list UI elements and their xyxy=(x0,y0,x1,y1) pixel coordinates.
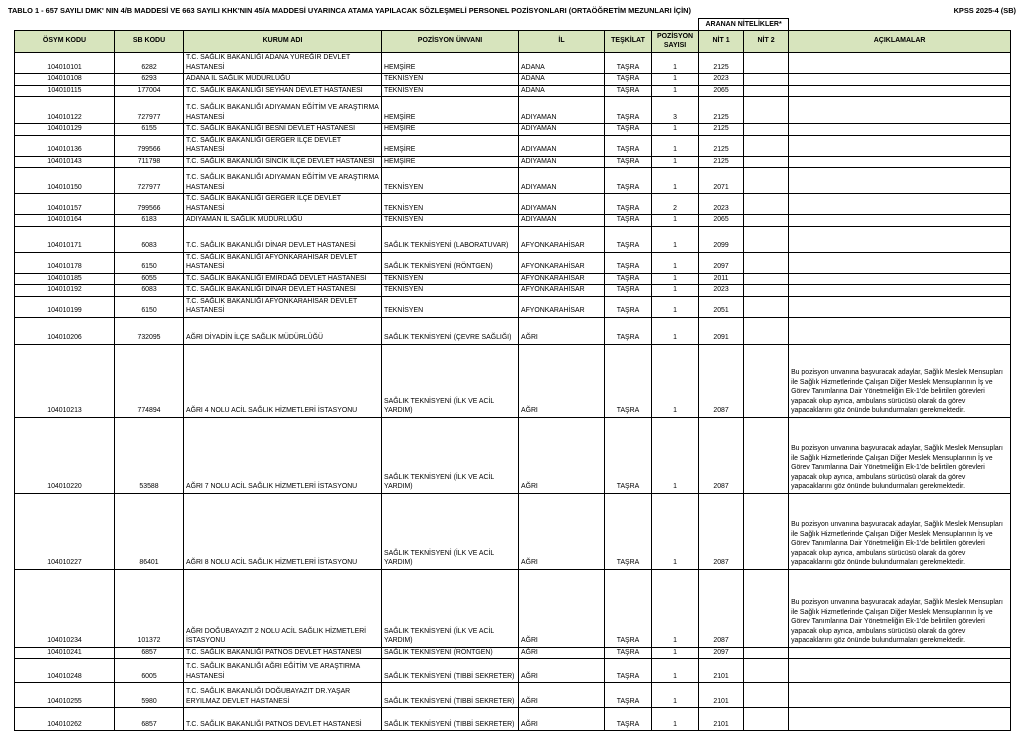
cell-osym-kodu: 104010255 xyxy=(15,683,115,708)
cell-nit-1: 2023 xyxy=(699,194,744,215)
cell-aciklamalar xyxy=(789,85,1011,97)
cell-sb-kodu: 711798 xyxy=(115,156,184,168)
cell-nit-1: 2065 xyxy=(699,85,744,97)
cell-kurum-adi: AĞRI 8 NOLU ACİL SAĞLIK HİZMETLERİ İSTASYONU xyxy=(184,493,382,569)
cell-pozisyon-unvani: SAĞLIK TEKNİSYENİ (İLK VE ACİL YARDIM) xyxy=(382,493,519,569)
cell-teskilat: TAŞRA xyxy=(605,317,652,344)
cell-pozisyon-sayisi: 1 xyxy=(652,317,699,344)
cell-kurum-adi: T.C. SAĞLIK BAKANLIĞI GERGER İLÇE DEVLET HASTANESİ xyxy=(184,135,382,156)
cell-nit-1: 2087 xyxy=(699,344,744,417)
cell-sb-kodu: 6155 xyxy=(115,124,184,136)
cell-kurum-adi: T.C. SAĞLIK BAKANLIĞI DİNAR DEVLET HASTANESİ xyxy=(184,285,382,297)
cell-sb-kodu: 732095 xyxy=(115,317,184,344)
cell-kurum-adi: T.C. SAĞLIK BAKANLIĞI BESNİ DEVLET HASTANESİ xyxy=(184,124,382,136)
cell-nit-2 xyxy=(744,226,789,252)
cell-pozisyon-sayisi: 1 xyxy=(652,417,699,493)
cell-aciklamalar xyxy=(789,647,1011,659)
nitelikler-header-row xyxy=(15,19,1011,31)
cell-pozisyon-unvani: SAĞLIK TEKNİSYENİ (ÇEVRE SAĞLIĞI) xyxy=(382,317,519,344)
cell-pozisyon-sayisi: 1 xyxy=(652,296,699,317)
cell-sb-kodu: 6083 xyxy=(115,285,184,297)
cell-aciklamalar xyxy=(789,168,1011,194)
cell-aciklamalar xyxy=(789,683,1011,708)
cell-pozisyon-unvani: TEKNİSYEN xyxy=(382,74,519,86)
cell-aciklamalar xyxy=(789,659,1011,683)
cell-pozisyon-unvani: HEMŞİRE xyxy=(382,135,519,156)
cell-osym-kodu: 104010108 xyxy=(15,74,115,86)
cell-teskilat: TAŞRA xyxy=(605,417,652,493)
cell-kurum-adi: AĞRI 7 NOLU ACİL SAĞLIK HİZMETLERİ İSTASYONU xyxy=(184,417,382,493)
cell-nit-2 xyxy=(744,85,789,97)
cell-pozisyon-unvani: HEMŞİRE xyxy=(382,53,519,74)
cell-osym-kodu: 104010192 xyxy=(15,285,115,297)
col-header-pozisyon-sayisi: POZİSYON SAYISI xyxy=(652,31,699,53)
cell-kurum-adi: T.C. SAĞLIK BAKANLIĞI PATNOS DEVLET HASTANESİ xyxy=(184,647,382,659)
cell-teskilat: TAŞRA xyxy=(605,135,652,156)
cell-il: AFYONKARAHİSAR xyxy=(519,273,605,285)
table-row xyxy=(15,215,1011,227)
cell-osym-kodu: 104010248 xyxy=(15,659,115,683)
cell-nit-1: 2099 xyxy=(699,226,744,252)
cell-sb-kodu: 6055 xyxy=(115,273,184,285)
cell-il: AFYONKARAHİSAR xyxy=(519,296,605,317)
cell-kurum-adi: T.C. SAĞLIK BAKANLIĞI SEYHAN DEVLET HASTANESİ xyxy=(184,85,382,97)
table-row xyxy=(15,168,1011,194)
cell-aciklamalar xyxy=(789,124,1011,136)
cell-sb-kodu: 799566 xyxy=(115,194,184,215)
table-row xyxy=(15,53,1011,74)
cell-nit-2 xyxy=(744,74,789,86)
cell-pozisyon-sayisi: 1 xyxy=(652,285,699,297)
cell-teskilat: TAŞRA xyxy=(605,85,652,97)
table-row xyxy=(15,344,1011,417)
cell-pozisyon-sayisi: 1 xyxy=(652,74,699,86)
cell-pozisyon-sayisi: 1 xyxy=(652,226,699,252)
cell-nit-2 xyxy=(744,135,789,156)
table-row xyxy=(15,252,1011,273)
cell-il: ADIYAMAN xyxy=(519,168,605,194)
cell-aciklamalar xyxy=(789,317,1011,344)
cell-nit-1: 2051 xyxy=(699,296,744,317)
cell-pozisyon-sayisi: 1 xyxy=(652,708,699,731)
table-row xyxy=(15,683,1011,708)
cell-il: ADIYAMAN xyxy=(519,97,605,124)
cell-nit-1: 2125 xyxy=(699,53,744,74)
cell-kurum-adi: T.C. SAĞLIK BAKANLIĞI AFYONKARAHİSAR DEVLET HASTANESİ xyxy=(184,252,382,273)
col-header-nit-1: NİT 1 xyxy=(699,31,744,53)
cell-kurum-adi: T.C. SAĞLIK BAKANLIĞI ADIYAMAN EĞİTİM VE ARAŞTIRMA HASTANESİ xyxy=(184,97,382,124)
cell-sb-kodu: 6183 xyxy=(115,215,184,227)
cell-kurum-adi: T.C. SAĞLIK BAKANLIĞI PATNOS DEVLET HASTANESİ xyxy=(184,708,382,731)
cell-nit-1: 2125 xyxy=(699,156,744,168)
cell-nit-1: 2097 xyxy=(699,252,744,273)
cell-pozisyon-sayisi: 1 xyxy=(652,168,699,194)
cell-il: AFYONKARAHİSAR xyxy=(519,226,605,252)
cell-pozisyon-unvani: SAĞLIK TEKNİSYENİ (TIBBİ SEKRETER) xyxy=(382,659,519,683)
cell-aciklamalar xyxy=(789,226,1011,252)
cell-pozisyon-sayisi: 1 xyxy=(652,53,699,74)
cell-sb-kodu: 6857 xyxy=(115,647,184,659)
cell-sb-kodu: 774894 xyxy=(115,344,184,417)
cell-sb-kodu: 53588 xyxy=(115,417,184,493)
cell-nit-1: 2101 xyxy=(699,683,744,708)
cell-teskilat: TAŞRA xyxy=(605,156,652,168)
cell-nit-1: 2125 xyxy=(699,135,744,156)
cell-nit-2 xyxy=(744,273,789,285)
cell-kurum-adi: T.C. SAĞLIK BAKANLIĞI EMİRDAĞ DEVLET HASTANESİ xyxy=(184,273,382,285)
col-header-nit-2: NİT 2 xyxy=(744,31,789,53)
cell-osym-kodu: 104010150 xyxy=(15,168,115,194)
cell-pozisyon-unvani: SAĞLIK TEKNİSYENİ (İLK VE ACİL YARDIM) xyxy=(382,344,519,417)
cell-pozisyon-unvani: SAĞLIK TEKNİSYENİ (LABORATUVAR) xyxy=(382,226,519,252)
cell-nit-2 xyxy=(744,124,789,136)
cell-il: AFYONKARAHİSAR xyxy=(519,285,605,297)
cell-nit-2 xyxy=(744,493,789,569)
table-row xyxy=(15,647,1011,659)
cell-teskilat: TAŞRA xyxy=(605,97,652,124)
cell-teskilat: TAŞRA xyxy=(605,124,652,136)
cell-teskilat: TAŞRA xyxy=(605,215,652,227)
cell-aciklamalar xyxy=(789,135,1011,156)
cell-nit-2 xyxy=(744,708,789,731)
cell-aciklamalar xyxy=(789,97,1011,124)
cell-nit-1: 2023 xyxy=(699,74,744,86)
cell-osym-kodu: 104010185 xyxy=(15,273,115,285)
cell-nit-1: 2125 xyxy=(699,124,744,136)
cell-nit-2 xyxy=(744,97,789,124)
cell-il: AĞRI xyxy=(519,417,605,493)
table-row xyxy=(15,708,1011,731)
cell-pozisyon-unvani: TEKNİSYEN xyxy=(382,85,519,97)
cell-osym-kodu: 104010199 xyxy=(15,296,115,317)
cell-teskilat: TAŞRA xyxy=(605,226,652,252)
cell-aciklamalar: Bu pozisyon unvanına başvuracak adaylar, Sağlık Meslek Mensupları ile Sağlık Hizmetlerinde Çalışan Diğer Meslek Mensuplarının İş ve Görev Tanımlarına Dair Yönetmeliğin Ek-1'de belirtilen görevleri yapacak olup ayrıca, ambulans sürücüsü olarak da görev yapacaklarını göz önünde bulundurmaları gerekmektedir. xyxy=(789,417,1011,493)
cell-kurum-adi: T.C. SAĞLIK BAKANLIĞI AĞRI EĞİTİM VE ARAŞTIRMA HASTANESİ xyxy=(184,659,382,683)
table-row xyxy=(15,285,1011,297)
cell-sb-kodu: 727977 xyxy=(115,97,184,124)
cell-aciklamalar xyxy=(789,156,1011,168)
cell-nit-2 xyxy=(744,569,789,647)
cell-aciklamalar: Bu pozisyon unvanına başvuracak adaylar, Sağlık Meslek Mensupları ile Sağlık Hizmetlerinde Çalışan Diğer Meslek Mensuplarının İş ve Görev Tanımlarına Dair Yönetmeliğin Ek-1'de belirtilen görevleri yapacak olup ayrıca, ambulans sürücüsü olarak da görev yapacaklarını göz önünde bulundurmaları gerekmektedir. xyxy=(789,493,1011,569)
cell-teskilat: TAŞRA xyxy=(605,168,652,194)
cell-nit-1: 2097 xyxy=(699,647,744,659)
table-row xyxy=(15,85,1011,97)
table-row xyxy=(15,226,1011,252)
cell-teskilat: TAŞRA xyxy=(605,252,652,273)
cell-nit-2 xyxy=(744,53,789,74)
cell-pozisyon-sayisi: 1 xyxy=(652,156,699,168)
cell-pozisyon-sayisi: 1 xyxy=(652,215,699,227)
cell-sb-kodu: 6150 xyxy=(115,296,184,317)
cell-pozisyon-sayisi: 1 xyxy=(652,85,699,97)
cell-pozisyon-sayisi: 1 xyxy=(652,135,699,156)
cell-nit-2 xyxy=(744,296,789,317)
col-header-aciklamalar: AÇIKLAMALAR xyxy=(789,31,1011,53)
cell-osym-kodu: 104010101 xyxy=(15,53,115,74)
cell-sb-kodu: 6150 xyxy=(115,252,184,273)
cell-teskilat: TAŞRA xyxy=(605,74,652,86)
cell-il: ADIYAMAN xyxy=(519,135,605,156)
cell-osym-kodu: 104010220 xyxy=(15,417,115,493)
cell-osym-kodu: 104010115 xyxy=(15,85,115,97)
col-header-teskilat: TEŞKİLAT xyxy=(605,31,652,53)
cell-pozisyon-unvani: TEKNİSYEN xyxy=(382,285,519,297)
cell-kurum-adi: ADIYAMAN İL SAĞLIK MÜDÜRLÜĞÜ xyxy=(184,215,382,227)
cell-teskilat: TAŞRA xyxy=(605,708,652,731)
table-row xyxy=(15,273,1011,285)
cell-kurum-adi: T.C. SAĞLIK BAKANLIĞI DİNAR DEVLET HASTANESİ xyxy=(184,226,382,252)
cell-teskilat: TAŞRA xyxy=(605,273,652,285)
cell-nit-2 xyxy=(744,215,789,227)
cell-aciklamalar: Bu pozisyon unvanına başvuracak adaylar, Sağlık Meslek Mensupları ile Sağlık Hizmetlerinde Çalışan Diğer Meslek Mensuplarının İş ve Görev Tanımlarına Dair Yönetmeliğin Ek-1'de belirtilen görevleri yapacak olup ayrıca, ambulans sürücüsü olarak da görev yapacaklarını göz önünde bulundurmaları gerekmektedir. xyxy=(789,344,1011,417)
cell-aciklamalar xyxy=(789,285,1011,297)
cell-osym-kodu: 104010227 xyxy=(15,493,115,569)
positions-table xyxy=(14,18,1011,731)
cell-teskilat: TAŞRA xyxy=(605,53,652,74)
table-row xyxy=(15,135,1011,156)
cell-pozisyon-unvani: TEKNİSYEN xyxy=(382,215,519,227)
cell-sb-kodu: 5980 xyxy=(115,683,184,708)
spacer-cell xyxy=(15,19,699,31)
cell-nit-1: 2125 xyxy=(699,97,744,124)
cell-il: ADIYAMAN xyxy=(519,194,605,215)
cell-nit-1: 2101 xyxy=(699,659,744,683)
cell-il: ADANA xyxy=(519,74,605,86)
cell-pozisyon-unvani: HEMŞİRE xyxy=(382,156,519,168)
cell-kurum-adi: T.C. SAĞLIK BAKANLIĞI ADANA YÜREĞİR DEVLET HASTANESİ xyxy=(184,53,382,74)
cell-pozisyon-unvani: SAĞLIK TEKNİSYENİ (TIBBİ SEKRETER) xyxy=(382,708,519,731)
cell-nit-2 xyxy=(744,683,789,708)
cell-kurum-adi: T.C. SAĞLIK BAKANLIĞI AFYONKARAHİSAR DEVLET HASTANESİ xyxy=(184,296,382,317)
cell-kurum-adi: T.C. SAĞLIK BAKANLIĞI GERGER İLÇE DEVLET HASTANESİ xyxy=(184,194,382,215)
table-row xyxy=(15,417,1011,493)
cell-kurum-adi: AĞRI DİYADİN İLÇE SAĞLIK MÜDÜRLÜĞÜ xyxy=(184,317,382,344)
spacer-cell xyxy=(789,19,1011,31)
cell-teskilat: TAŞRA xyxy=(605,493,652,569)
table-row xyxy=(15,97,1011,124)
cell-teskilat: TAŞRA xyxy=(605,344,652,417)
cell-il: ADIYAMAN xyxy=(519,124,605,136)
cell-il: AĞRI xyxy=(519,647,605,659)
cell-pozisyon-unvani: SAĞLIK TEKNİSYENİ (RÖNTGEN) xyxy=(382,252,519,273)
table-row xyxy=(15,659,1011,683)
cell-il: ADANA xyxy=(519,85,605,97)
cell-pozisyon-sayisi: 1 xyxy=(652,659,699,683)
cell-nit-2 xyxy=(744,252,789,273)
cell-pozisyon-sayisi: 1 xyxy=(652,273,699,285)
cell-teskilat: TAŞRA xyxy=(605,194,652,215)
cell-sb-kodu: 727977 xyxy=(115,168,184,194)
cell-nit-2 xyxy=(744,659,789,683)
cell-osym-kodu: 104010213 xyxy=(15,344,115,417)
cell-teskilat: TAŞRA xyxy=(605,647,652,659)
cell-teskilat: TAŞRA xyxy=(605,683,652,708)
cell-sb-kodu: 6857 xyxy=(115,708,184,731)
cell-pozisyon-unvani: HEMŞİRE xyxy=(382,124,519,136)
table-row xyxy=(15,493,1011,569)
cell-sb-kodu: 177004 xyxy=(115,85,184,97)
cell-nit-2 xyxy=(744,156,789,168)
table-row xyxy=(15,317,1011,344)
table-row xyxy=(15,74,1011,86)
cell-pozisyon-unvani: SAĞLIK TEKNİSYENİ (İLK VE ACİL YARDIM) xyxy=(382,569,519,647)
cell-nit-1: 2023 xyxy=(699,285,744,297)
cell-sb-kodu: 101372 xyxy=(115,569,184,647)
cell-pozisyon-sayisi: 1 xyxy=(652,493,699,569)
cell-pozisyon-sayisi: 1 xyxy=(652,647,699,659)
cell-aciklamalar xyxy=(789,252,1011,273)
cell-pozisyon-unvani: SAĞLIK TEKNİSYENİ (TIBBİ SEKRETER) xyxy=(382,683,519,708)
cell-osym-kodu: 104010234 xyxy=(15,569,115,647)
cell-nit-2 xyxy=(744,194,789,215)
cell-aciklamalar xyxy=(789,74,1011,86)
cell-osym-kodu: 104010171 xyxy=(15,226,115,252)
cell-osym-kodu: 104010262 xyxy=(15,708,115,731)
cell-il: AĞRI xyxy=(519,659,605,683)
cell-nit-2 xyxy=(744,317,789,344)
cell-pozisyon-unvani: TEKNİSYEN xyxy=(382,273,519,285)
cell-kurum-adi: AĞRI DOĞUBAYAZIT 2 NOLU ACİL SAĞLIK HİZMETLERİ İSTASYONU xyxy=(184,569,382,647)
cell-pozisyon-unvani: TEKNİSYEN xyxy=(382,168,519,194)
col-header-kurum-adi: KURUM ADI xyxy=(184,31,382,53)
cell-sb-kodu: 6083 xyxy=(115,226,184,252)
cell-osym-kodu: 104010157 xyxy=(15,194,115,215)
cell-pozisyon-unvani: TEKNİSYEN xyxy=(382,296,519,317)
cell-il: ADIYAMAN xyxy=(519,215,605,227)
col-header-sb-kodu: SB KODU xyxy=(115,31,184,53)
cell-osym-kodu: 104010136 xyxy=(15,135,115,156)
cell-nit-1: 2091 xyxy=(699,317,744,344)
page-title: TABLO 1 - 657 SAYILI DMK' NIN 4/B MADDESİ VE 663 SAYILI KHK'NIN 45/A MADDESİ UYARINCA ATAMA YAPILACAK SÖZLEŞMELİ PERSONEL POZİSYONLARI (ORTAÖĞRETİM MEZUNLARI İÇİN) xyxy=(8,6,691,15)
cell-aciklamalar: Bu pozisyon unvanına başvuracak adaylar, Sağlık Meslek Mensupları ile Sağlık Hizmetlerinde Çalışan Diğer Meslek Mensuplarının İş ve Görev Tanımlarına Dair Yönetmeliğin Ek-1'de belirtilen görevleri yapacak olup ayrıca, ambulans sürücüsü olarak da görev yapacaklarını göz önünde bulundurmaları gerekmektedir. xyxy=(789,569,1011,647)
title-bar xyxy=(8,6,1016,15)
cell-aciklamalar xyxy=(789,273,1011,285)
col-header-il: İL xyxy=(519,31,605,53)
cell-nit-2 xyxy=(744,344,789,417)
column-header-row xyxy=(15,31,1011,53)
table-row xyxy=(15,124,1011,136)
cell-osym-kodu: 104010206 xyxy=(15,317,115,344)
exam-code-label: KPSS 2025-4 (SB) xyxy=(953,6,1016,15)
cell-sb-kodu: 6005 xyxy=(115,659,184,683)
cell-kurum-adi: T.C. SAĞLIK BAKANLIĞI ADIYAMAN EĞİTİM VE ARAŞTIRMA HASTANESİ xyxy=(184,168,382,194)
col-header-osym-kodu: ÖSYM KODU xyxy=(15,31,115,53)
table-row xyxy=(15,296,1011,317)
cell-osym-kodu: 104010143 xyxy=(15,156,115,168)
aranan-nitelikler-header: ARANAN NİTELİKLER* xyxy=(699,19,789,31)
cell-pozisyon-unvani: SAĞLIK TEKNİSYENİ (RÖNTGEN) xyxy=(382,647,519,659)
table-row xyxy=(15,156,1011,168)
cell-pozisyon-sayisi: 1 xyxy=(652,124,699,136)
cell-il: AFYONKARAHİSAR xyxy=(519,252,605,273)
cell-il: ADIYAMAN xyxy=(519,156,605,168)
cell-pozisyon-sayisi: 2 xyxy=(652,194,699,215)
cell-osym-kodu: 104010164 xyxy=(15,215,115,227)
cell-nit-2 xyxy=(744,168,789,194)
cell-osym-kodu: 104010178 xyxy=(15,252,115,273)
cell-pozisyon-sayisi: 3 xyxy=(652,97,699,124)
cell-nit-2 xyxy=(744,647,789,659)
cell-sb-kodu: 799566 xyxy=(115,135,184,156)
cell-pozisyon-unvani: SAĞLIK TEKNİSYENİ (İLK VE ACİL YARDIM) xyxy=(382,417,519,493)
col-header-pozisyon-unvani: POZİSYON ÜNVANI xyxy=(382,31,519,53)
table-row xyxy=(15,569,1011,647)
cell-aciklamalar xyxy=(789,194,1011,215)
cell-nit-1: 2101 xyxy=(699,708,744,731)
cell-osym-kodu: 104010129 xyxy=(15,124,115,136)
cell-nit-1: 2087 xyxy=(699,417,744,493)
cell-il: ADANA xyxy=(519,53,605,74)
cell-kurum-adi: T.C. SAĞLIK BAKANLIĞI DOĞUBAYAZIT DR.YAŞAR ERYILMAZ DEVLET HASTANESİ xyxy=(184,683,382,708)
cell-nit-1: 2011 xyxy=(699,273,744,285)
cell-aciklamalar xyxy=(789,708,1011,731)
cell-teskilat: TAŞRA xyxy=(605,285,652,297)
cell-nit-2 xyxy=(744,285,789,297)
cell-il: AĞRI xyxy=(519,344,605,417)
cell-pozisyon-sayisi: 1 xyxy=(652,569,699,647)
cell-pozisyon-sayisi: 1 xyxy=(652,683,699,708)
cell-nit-1: 2087 xyxy=(699,569,744,647)
cell-sb-kodu: 6282 xyxy=(115,53,184,74)
cell-sb-kodu: 86401 xyxy=(115,493,184,569)
cell-il: AĞRI xyxy=(519,683,605,708)
cell-il: AĞRI xyxy=(519,708,605,731)
cell-kurum-adi: T.C. SAĞLIK BAKANLIĞI SİNCİK İLÇE DEVLET HASTANESİ xyxy=(184,156,382,168)
cell-il: AĞRI xyxy=(519,493,605,569)
cell-teskilat: TAŞRA xyxy=(605,659,652,683)
cell-il: AĞRI xyxy=(519,569,605,647)
cell-il: AĞRI xyxy=(519,317,605,344)
table-row xyxy=(15,194,1011,215)
cell-sb-kodu: 6293 xyxy=(115,74,184,86)
cell-nit-2 xyxy=(744,417,789,493)
cell-pozisyon-sayisi: 1 xyxy=(652,252,699,273)
cell-aciklamalar xyxy=(789,296,1011,317)
cell-nit-1: 2087 xyxy=(699,493,744,569)
cell-kurum-adi: ADANA İL SAĞLIK MÜDÜRLÜĞÜ xyxy=(184,74,382,86)
cell-teskilat: TAŞRA xyxy=(605,569,652,647)
table-body xyxy=(15,53,1011,731)
cell-teskilat: TAŞRA xyxy=(605,296,652,317)
cell-pozisyon-unvani: HEMŞİRE xyxy=(382,97,519,124)
cell-aciklamalar xyxy=(789,215,1011,227)
cell-nit-1: 2071 xyxy=(699,168,744,194)
cell-aciklamalar xyxy=(789,53,1011,74)
cell-pozisyon-unvani: TEKNİSYEN xyxy=(382,194,519,215)
cell-osym-kodu: 104010122 xyxy=(15,97,115,124)
cell-nit-1: 2065 xyxy=(699,215,744,227)
cell-kurum-adi: AĞRI 4 NOLU ACİL SAĞLIK HİZMETLERİ İSTASYONU xyxy=(184,344,382,417)
cell-osym-kodu: 104010241 xyxy=(15,647,115,659)
cell-pozisyon-sayisi: 1 xyxy=(652,344,699,417)
